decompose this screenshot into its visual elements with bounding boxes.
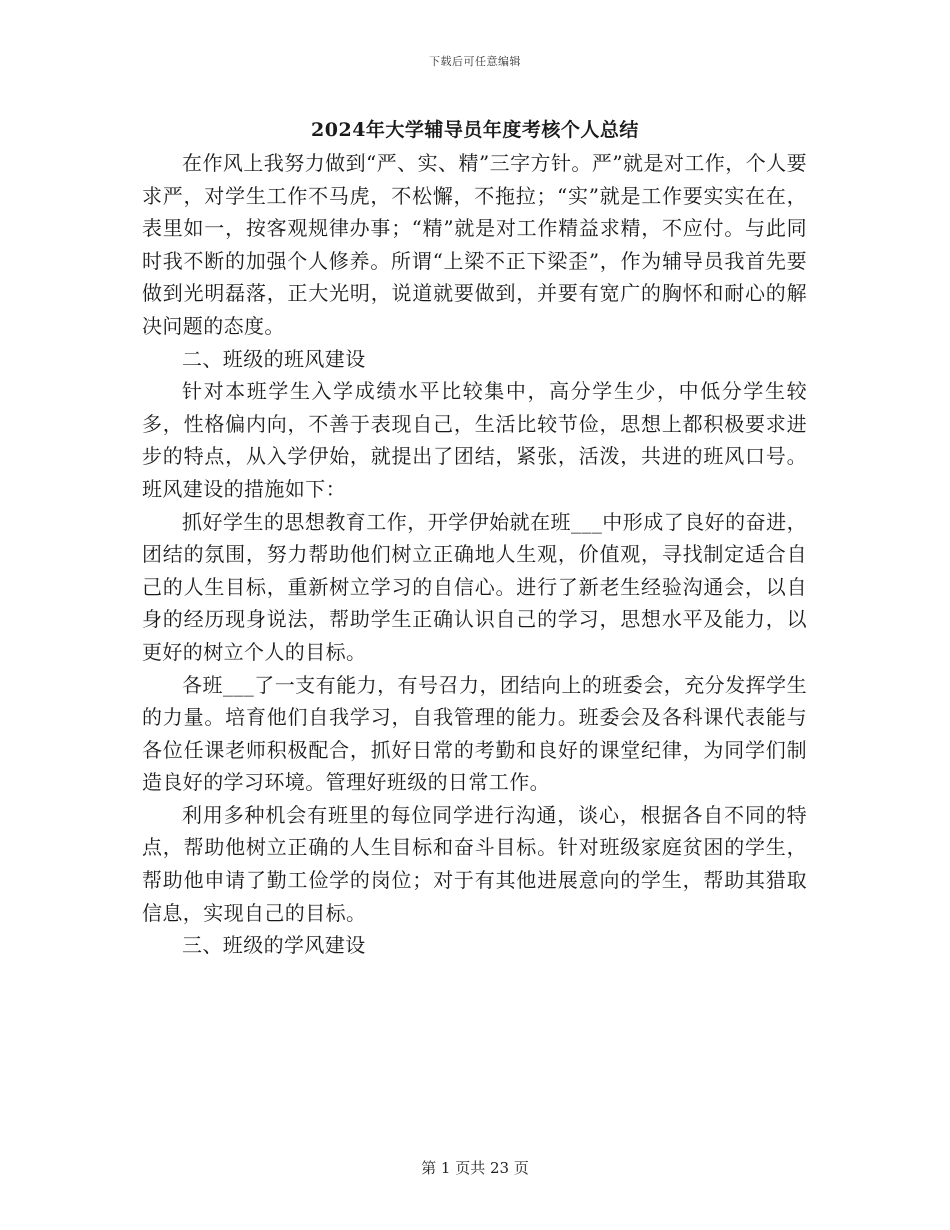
document-title: 2024年大学辅导员年度考核个人总结 (311, 119, 639, 141)
paragraph-communication: 利用多种机会有班里的每位同学进行沟通，谈心，根据各自不同的特点，帮助他树立正确的人生目标和奋斗目标。针对班级家庭贫困的学生，帮助他申请了勤工俭学的岗位；对于有其他进展意向的学生，帮助其猎取信息，实现自己的目标。 (142, 802, 807, 925)
section-heading-study-style: 三、班级的学风建设 (182, 933, 366, 958)
document-body (142, 147, 807, 962)
paragraph-ideological-education: 抓好学生的思想教育工作，开学伊始就在班___中形成了良好的奋进，团结的氛围，努力帮助他们树立正确地人生观，价值观，寻找制定适合自己的人生目标，重新树立学习的自信心。进行了新老生经验沟通会，以自身的经历现身说法，帮助学生正确认识自己的学习，思想水平及能力，以更好的树立个人的目标。 (142, 509, 807, 664)
page-header-note: 下载后可任意编辑 (429, 55, 521, 68)
paragraph-work-style: 在作风上我努力做到“严、实、精”三字方针。严”就是对工作，个人要求严，对学生工作不马虎，不松懈，不拖拉；“实”就是工作要实实在在，表里如一，按客观规律办事；“精”就是对工作精益求精，不应付。与此同时我不断的加强个人修养。所谓“上梁不正下梁歪”，作为辅导员我首先要做到光明磊落，正大光明，说道就要做到，并要有宽广的胸怀和耐心的解决问题的态度。 (142, 151, 807, 338)
paragraph-class-background: 针对本班学生入学成绩水平比较集中，高分学生少，中低分学生较多，性格偏内向，不善于表现自己，生活比较节俭，思想上都积极要求进步的特点，从入学伊始，就提出了团结，紧张，活泼，共进的班风口号。班风建设的措施如下： (142, 379, 807, 501)
paragraph-class-committee: 各班___了一支有能力，有号召力，团结向上的班委会，充分发挥学生的力量。培育他们自我学习，自我管理的能力。班委会及各科课代表能与各位任课老师积极配合，抓好日常的考勤和良好的课堂纪律，为同学们制造良好的学习环境。管理好班级的日常工作。 (142, 672, 807, 795)
page-number: 第 1 页共 23 页 (421, 1159, 529, 1177)
section-heading-class-style: 二、班级的班风建设 (182, 346, 366, 371)
